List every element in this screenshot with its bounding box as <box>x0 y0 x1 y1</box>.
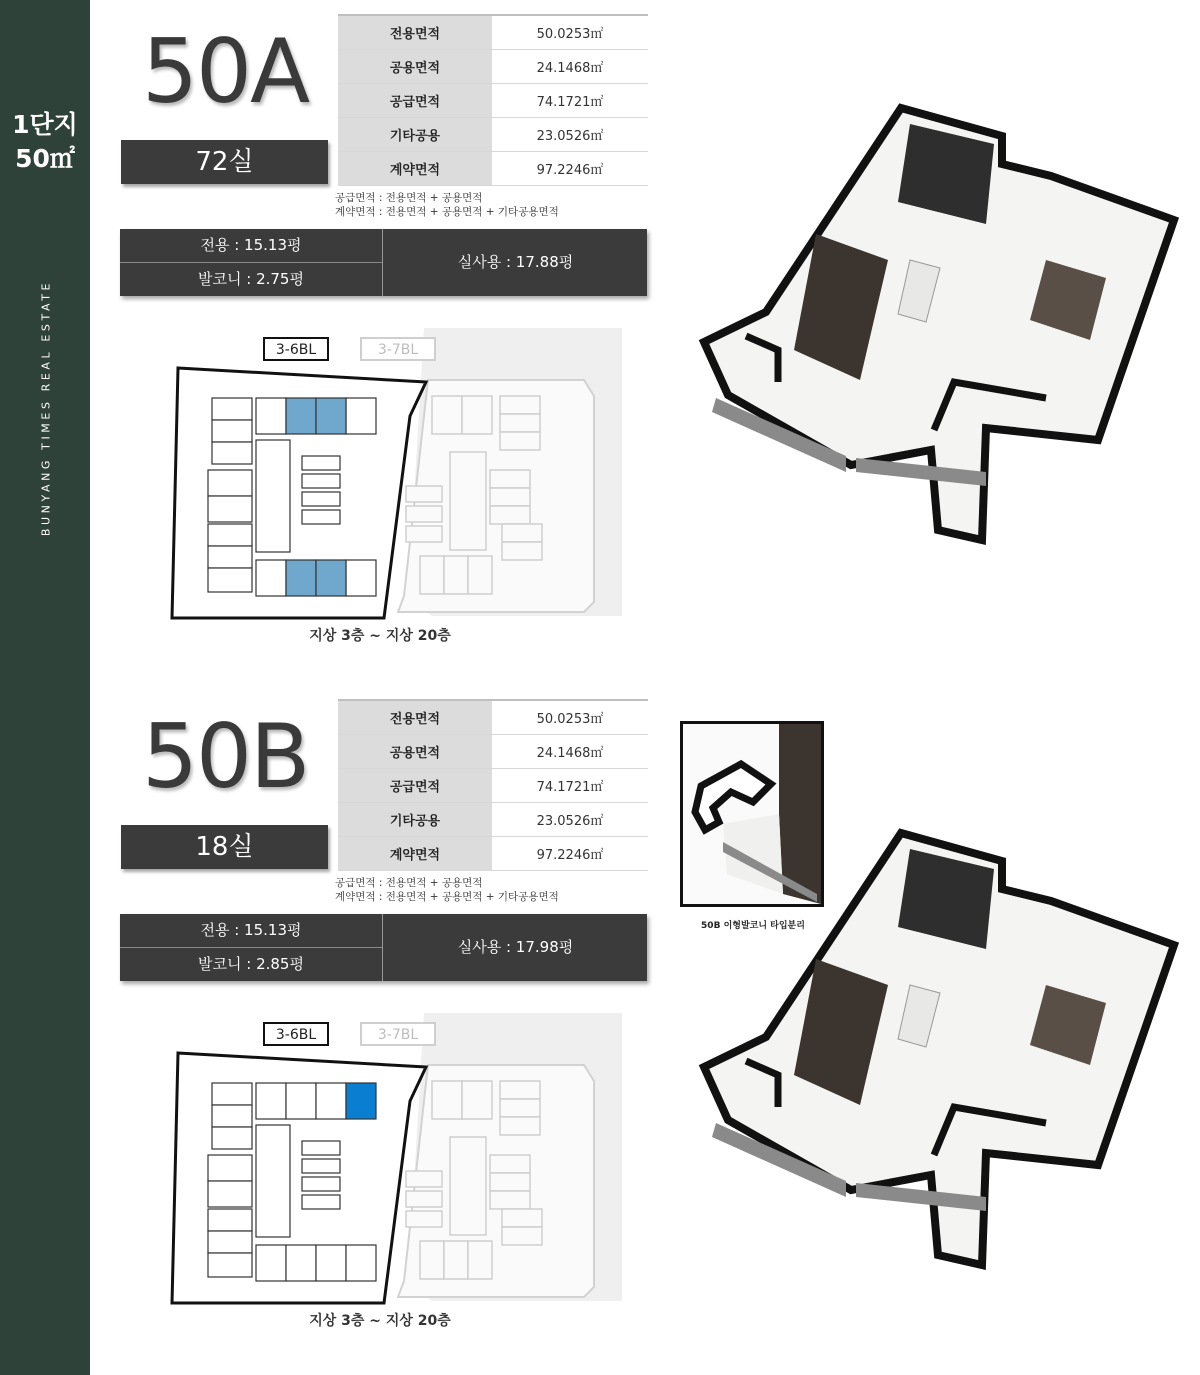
floor-range: 지상 3층 ~ 지상 20층 <box>309 628 451 644</box>
area-label: 전용면적 <box>338 15 492 49</box>
unit-count-badge: 72실 <box>121 140 328 184</box>
highlight-unit <box>316 560 346 596</box>
area-value: 24.1468㎡ <box>492 49 648 83</box>
active-block-label: 3-6BL <box>275 342 317 358</box>
area-value: 74.1721㎡ <box>492 768 648 802</box>
highlight-unit <box>286 560 316 596</box>
area-label: 기타공용 <box>338 117 492 151</box>
unit-3d-render <box>686 100 1186 550</box>
inactive-block-label: 3-7BL <box>377 1027 419 1043</box>
exclusive-pyeong: 전용 : 15.13평 <box>200 236 302 254</box>
table-row <box>338 802 648 836</box>
actual-use-pyeong: 실사용 : 17.98평 <box>457 938 574 956</box>
table-row <box>338 734 648 768</box>
area-table <box>338 699 648 871</box>
highlight-unit <box>316 398 346 434</box>
site-plan <box>168 326 628 621</box>
inset-caption: 50B 이형발코니 타입분리 <box>701 921 805 931</box>
table-row <box>338 700 648 734</box>
active-block-label: 3-6BL <box>275 1027 317 1043</box>
side-title-size: 50㎡ <box>15 144 75 173</box>
area-label: 공급면적 <box>338 83 492 117</box>
side-vertical-brand: BUNYANG TIMES REAL ESTATE <box>39 279 53 537</box>
floor-range: 지상 3층 ~ 지상 20층 <box>309 1313 451 1329</box>
table-row <box>338 768 648 802</box>
type-section-50b <box>90 685 1200 1370</box>
area-value: 23.0526㎡ <box>492 802 648 836</box>
area-value: 97.2246㎡ <box>492 836 648 870</box>
area-value: 50.0253㎡ <box>492 15 648 49</box>
balcony-pyeong: 발코니 : 2.75평 <box>120 262 382 296</box>
contract-formula: 계약면적 : 전용면적 + 공용면적 + 기타공용면적 <box>335 206 559 218</box>
actual-use-pyeong: 실사용 : 17.88평 <box>457 253 574 271</box>
table-row <box>338 15 648 49</box>
area-label: 공용면적 <box>338 734 492 768</box>
highlight-unit <box>286 398 316 434</box>
unit-count-badge: 18실 <box>121 825 328 869</box>
side-title <box>0 108 90 176</box>
unit-3d-render <box>686 825 1186 1275</box>
contract-formula: 계약면적 : 전용면적 + 공용면적 + 기타공용면적 <box>335 891 559 903</box>
area-label: 공용면적 <box>338 49 492 83</box>
side-title-complex: 1단지 <box>12 110 78 139</box>
area-label: 기타공용 <box>338 802 492 836</box>
area-value: 97.2246㎡ <box>492 151 648 185</box>
table-row <box>338 151 648 185</box>
type-section-50a <box>90 0 1200 685</box>
highlight-unit <box>346 1083 376 1119</box>
area-label: 계약면적 <box>338 836 492 870</box>
type-name: 50A <box>142 20 309 123</box>
area-label: 공급면적 <box>338 768 492 802</box>
area-table <box>338 14 648 186</box>
supply-formula: 공급면적 : 전용면적 + 공용면적 <box>335 877 483 889</box>
table-row <box>338 83 648 117</box>
type-name: 50B <box>142 705 309 808</box>
area-formula <box>335 191 559 219</box>
area-label: 계약면적 <box>338 151 492 185</box>
sidebar <box>0 0 90 1375</box>
area-formula <box>335 876 559 904</box>
area-value: 50.0253㎡ <box>492 700 648 734</box>
exclusive-pyeong: 전용 : 15.13평 <box>200 921 302 939</box>
site-plan <box>168 1011 628 1306</box>
table-row <box>338 836 648 870</box>
supply-formula: 공급면적 : 전용면적 + 공용면적 <box>335 192 483 204</box>
area-label: 전용면적 <box>338 700 492 734</box>
area-value: 24.1468㎡ <box>492 734 648 768</box>
area-value: 23.0526㎡ <box>492 117 648 151</box>
pyeong-summary <box>120 914 647 981</box>
balcony-pyeong: 발코니 : 2.85평 <box>120 947 382 981</box>
area-value: 74.1721㎡ <box>492 83 648 117</box>
inactive-block-label: 3-7BL <box>377 342 419 358</box>
pyeong-summary <box>120 229 647 296</box>
table-row <box>338 49 648 83</box>
table-row <box>338 117 648 151</box>
